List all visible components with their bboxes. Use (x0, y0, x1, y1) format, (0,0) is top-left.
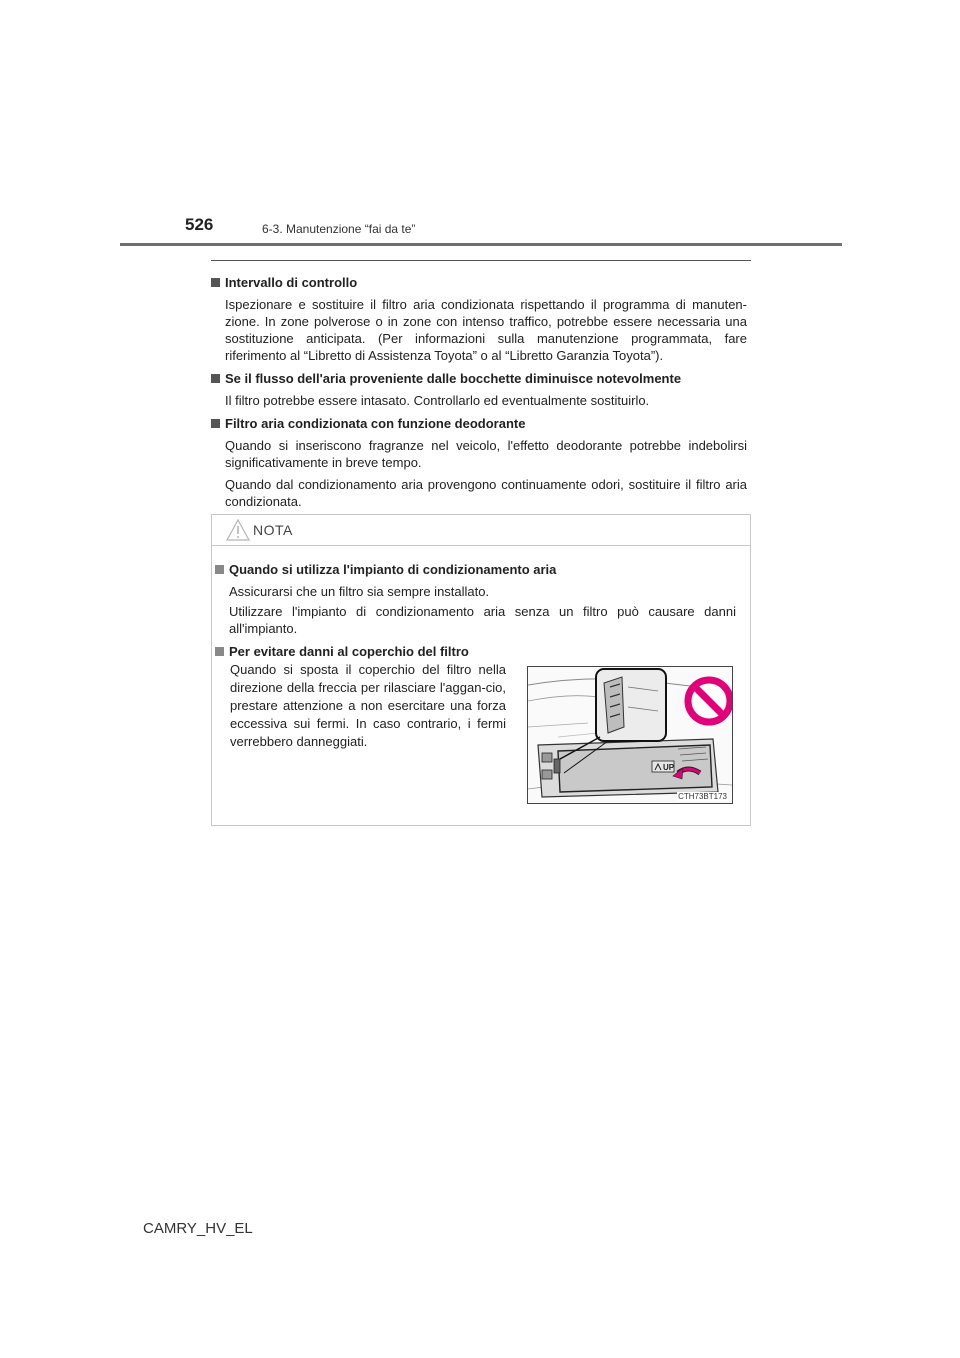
item-heading (211, 274, 747, 291)
content-rule (211, 260, 751, 261)
item-heading-text: Se il flusso dell'aria proveniente dalle bocchette diminuisce notevolmente (225, 371, 682, 386)
nota-body (212, 555, 736, 660)
item-heading (211, 370, 747, 387)
item-paragraph: Quando si inseriscono fragranze nel veicolo, l'effetto deodorante potrebbe indebolirsi significativamente in breve tempo. (225, 438, 747, 470)
figure-code: CTH73BT173 (678, 792, 727, 801)
item-paragraph: Quando dal condizionamento aria provengono continuamente odori, sostituire il filtro aria condizionata. (225, 477, 747, 509)
nota-item-heading (215, 643, 736, 660)
figure-caption-text: Quando si sposta il coperchio del filtro nella direzione della freccia per rilasciare l'aggan-cio, prestare attenzione a non esercitare una forza eccessiva sui fermi. In caso contrario, i fermi verrebbero danneggiati. (230, 662, 506, 749)
warning-triangle-icon (226, 519, 250, 541)
prohibited-icon (688, 680, 730, 722)
cover-up-label: UP (663, 763, 675, 772)
main-content (211, 268, 747, 510)
nota-label: NOTA (253, 522, 293, 538)
bullet-square-icon (211, 419, 220, 428)
nota-paragraph: Assicurarsi che un filtro sia sempre installato. (229, 584, 490, 599)
nota-paragraph: Utilizzare l'impianto di condizionamento aria senza un filtro può causare danni all'impianto. (229, 604, 736, 636)
item-heading (211, 415, 747, 432)
item-paragraph: Ispezionare e sostituire il filtro aria condizionata rispettando il programma di manuten-zione. In zone polverose o in zone con intenso traffico, potrebbe essere necessaria una sostituzione anticipata. (Per informazioni sulla manutenzione programmata, fare riferimento al “Libretto di Assistenza Toyota” o al “Libretto Garanzia Toyota”). (225, 297, 747, 363)
bullet-square-icon (215, 647, 224, 656)
nota-header (212, 515, 750, 546)
bullet-square-icon (211, 374, 220, 383)
filter-cover-illustration (527, 666, 733, 804)
nota-heading-text: Quando si utilizza l'impianto di condizionamento aria (229, 562, 557, 577)
filter-cover-drawing (528, 667, 732, 803)
model-code: CAMRY_HV_EL (143, 1220, 253, 1237)
section-title: 6-3. Manutenzione “fai da te” (262, 222, 416, 236)
header-rule (120, 243, 842, 246)
item-paragraph: Il filtro potrebbe essere intasato. Controllarlo ed eventualmente sostituirlo. (225, 393, 650, 408)
item-heading-text: Filtro aria condizionata con funzione deodorante (225, 416, 526, 431)
bullet-square-icon (215, 565, 224, 574)
bullet-square-icon (211, 278, 220, 287)
nota-heading-text: Per evitare danni al coperchio del filtro (229, 644, 469, 659)
nota-item-heading (215, 561, 736, 578)
nota-box (211, 514, 751, 826)
item-heading-text: Intervallo di controllo (225, 275, 358, 290)
page-number: 526 (185, 215, 214, 234)
